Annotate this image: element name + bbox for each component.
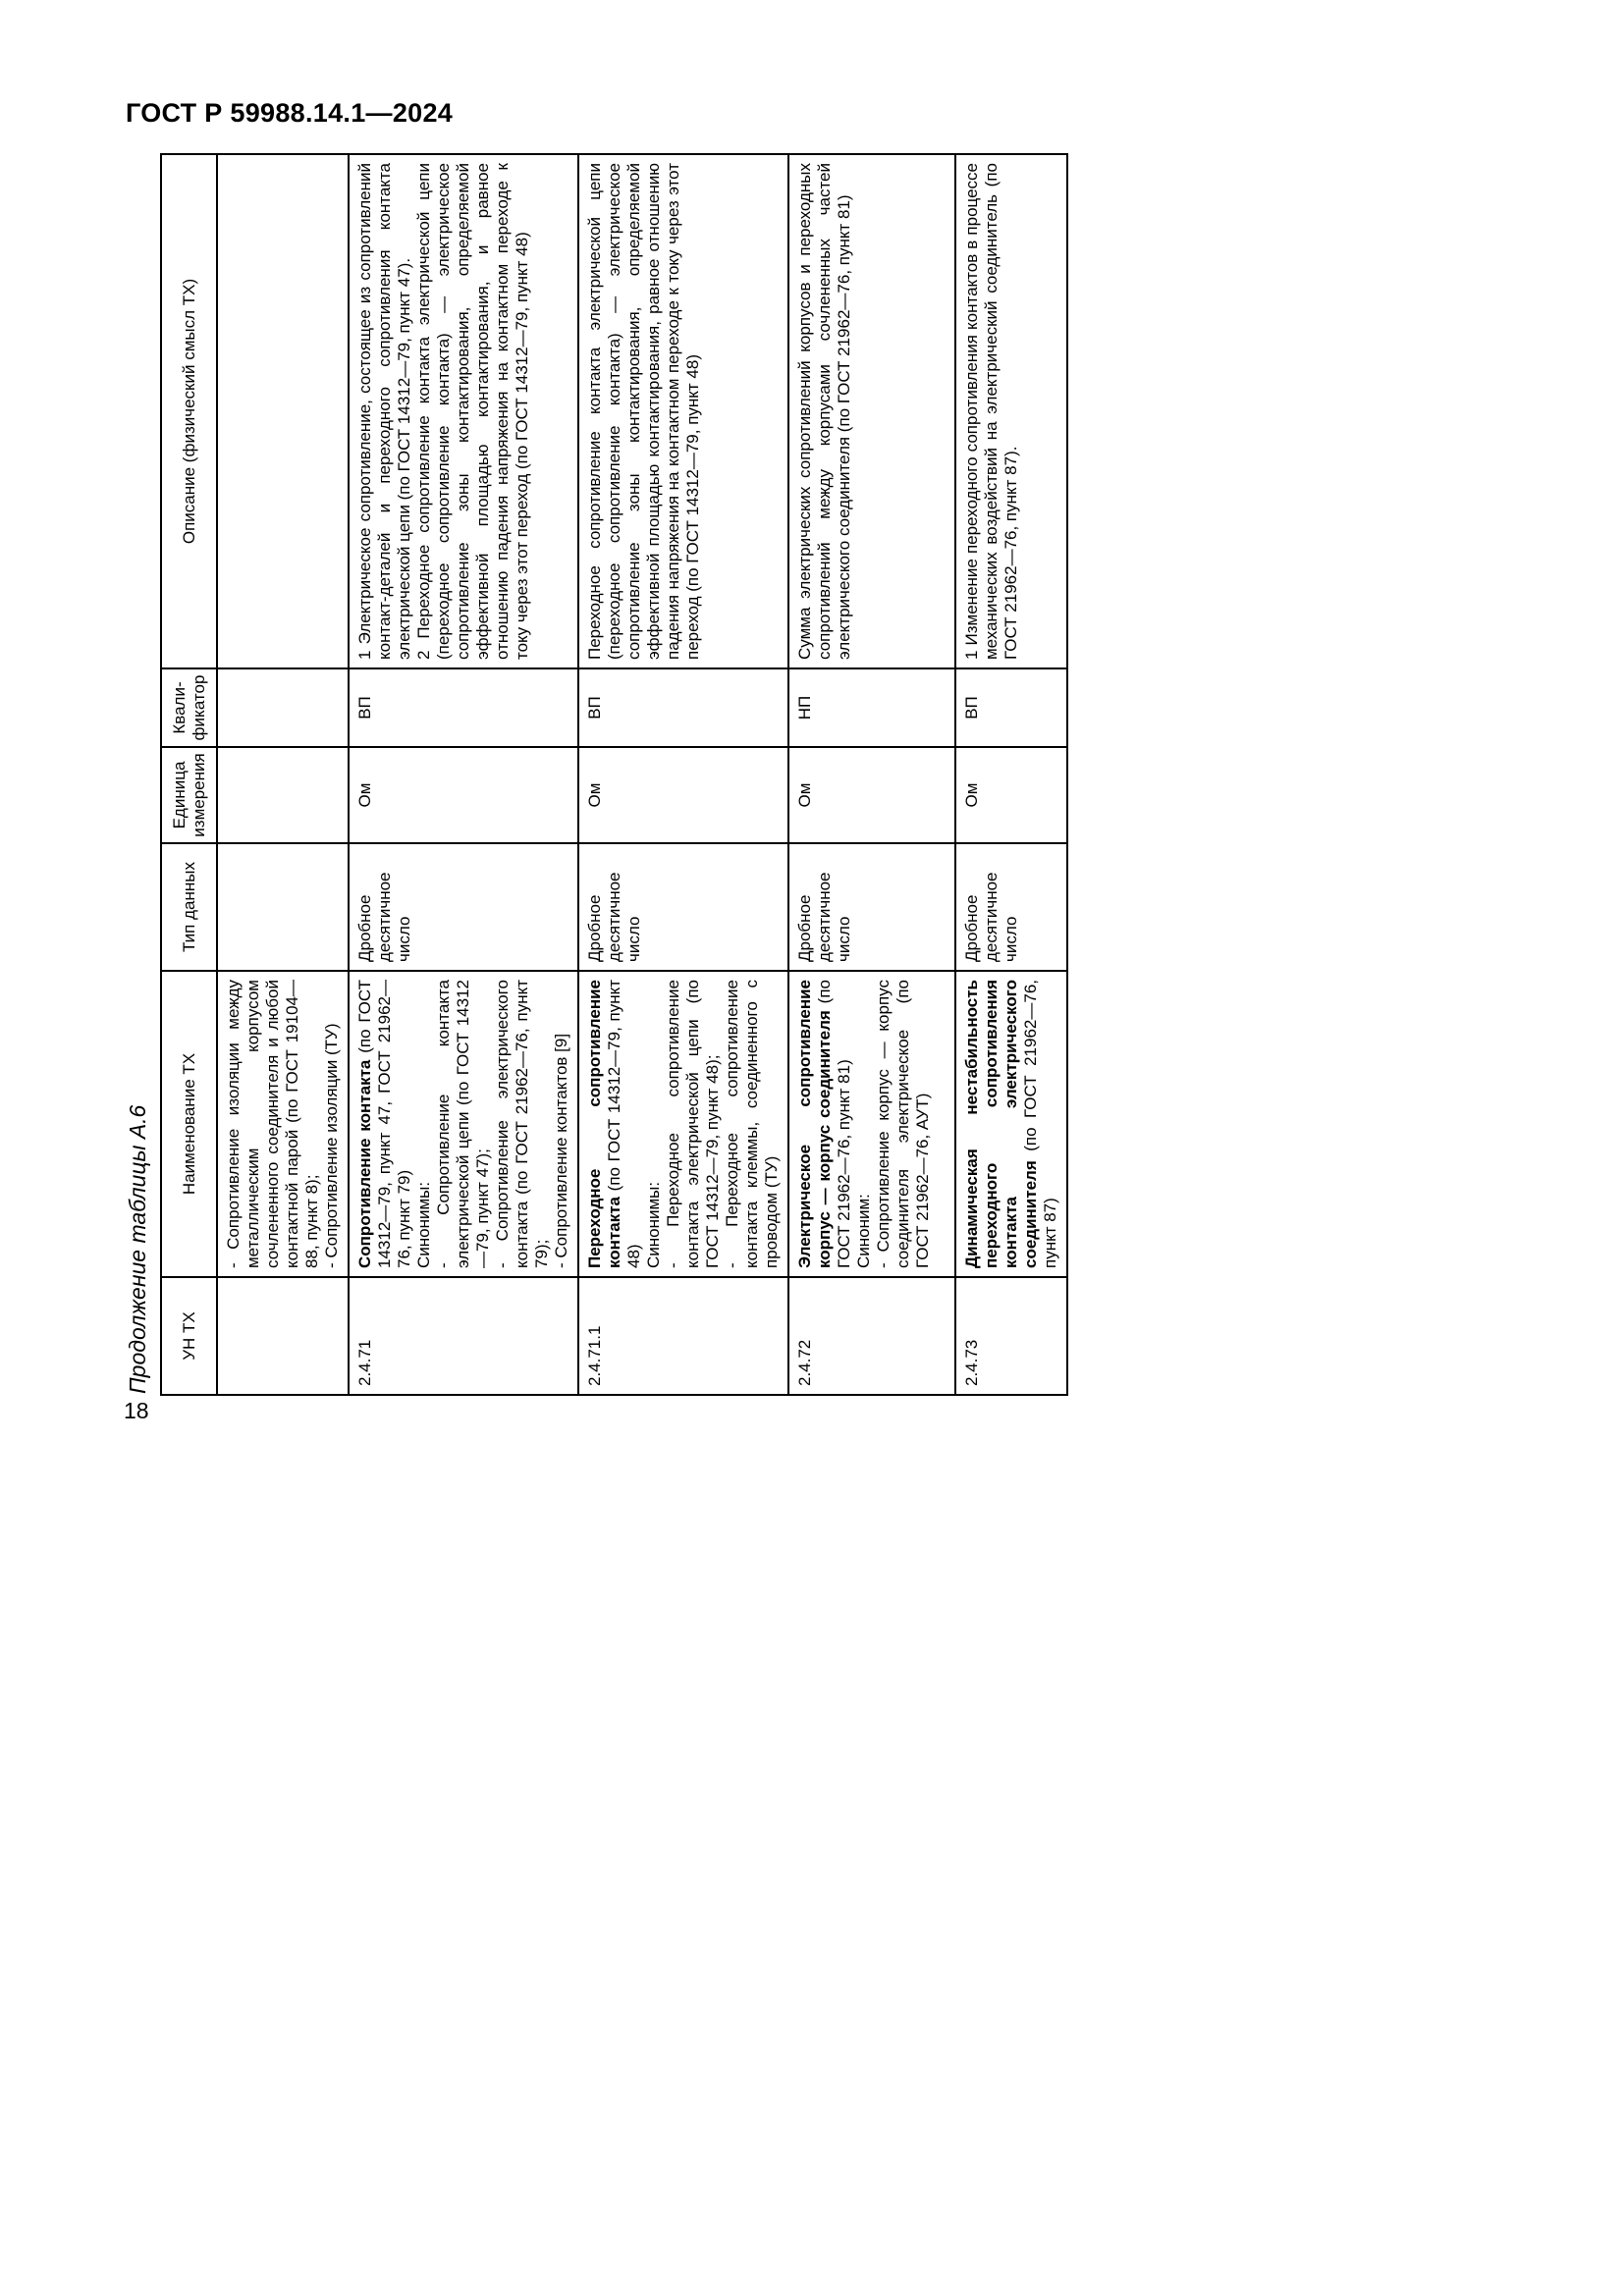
cell-description (788, 154, 955, 668)
table-header-row (161, 154, 217, 1395)
name-paragraph (493, 980, 552, 1268)
column-header-un-th: УН ТХ (161, 1277, 217, 1395)
cell-description (578, 154, 788, 668)
term-text: - Сопротивление корпус — корпус соединителя электрическое (по ГОСТ 21962—76, АУТ) (874, 980, 932, 1268)
running-header: ГОСТ Р 59988.14.1—2024 (126, 98, 454, 128)
name-paragraph (355, 980, 414, 1268)
cell-name (788, 971, 955, 1277)
cell-unit: Ом (578, 747, 788, 843)
name-paragraph (795, 980, 854, 1268)
table-row (955, 154, 1067, 1395)
cell-data-type: Дробное десятичное число (578, 843, 788, 971)
cell-qualifier: НП (788, 668, 955, 747)
name-paragraph (414, 980, 434, 1268)
name-paragraph (962, 980, 1060, 1268)
table-row (217, 154, 349, 1395)
name-paragraph (644, 980, 664, 1268)
cell-description (955, 154, 1067, 668)
cell-description (349, 154, 578, 668)
cell-un-th: 2.4.73 (955, 1277, 1067, 1395)
cell-data-type: Дробное десятичное число (955, 843, 1067, 971)
cell-unit: Ом (955, 747, 1067, 843)
term-text: - Сопротивление изоляции между металлическим корпусом сочлененного соединителя и любой контактной парой (по ГОСТ 19104—88, пункт 8); (224, 980, 321, 1268)
term-text: - Переходное сопротивление контакта клеммы, соединенного с проводом (ТУ) (723, 980, 781, 1268)
cell-unit: Ом (349, 747, 578, 843)
name-paragraph (664, 980, 723, 1268)
name-paragraph (224, 980, 322, 1268)
column-header-data-type: Тип данных (161, 843, 217, 971)
name-paragraph (854, 980, 874, 1268)
table-row (788, 154, 955, 1395)
name-paragraph (874, 980, 933, 1268)
table-a6 (160, 153, 1068, 1396)
cell-name (955, 971, 1067, 1277)
cell-un-th (217, 1277, 349, 1395)
cell-qualifier: ВП (955, 668, 1067, 747)
cell-un-th: 2.4.71 (349, 1277, 578, 1395)
cell-qualifier: ВП (578, 668, 788, 747)
table-body (217, 154, 1067, 1395)
page-number: 18 (124, 1398, 149, 1423)
cell-description (217, 154, 349, 668)
cell-name (578, 971, 788, 1277)
description-paragraph: Переходное сопротивление контакта электрической цепи (переходное сопротивление контакта) — электрическое сопротивление зоны контактирования, определяемой эффективной площадью контактирования, равное отношению падения напряжения на контактном переходе к току через этот переход (по ГОСТ 14312—79, пункт 48) (585, 163, 702, 660)
description-paragraph: 1 Электрическое сопротивление, состоящее из сопротивлений контакт-деталей и переходного сопротивления контакта электрической цепи (по ГОСТ 14312—79, пункт 47). (355, 163, 413, 660)
cell-un-th: 2.4.72 (788, 1277, 955, 1395)
name-paragraph (434, 980, 493, 1268)
table-caption: Продолжение таблицы А.6 (125, 1104, 150, 1394)
term-text: - Переходное сопротивление контакта электрической цепи (по ГОСТ 14312—79, пункт 48); (664, 980, 722, 1268)
column-header-description: Описание (физический смысл ТХ) (161, 154, 217, 668)
term-text: Синоним: (854, 1194, 873, 1268)
cell-unit (217, 747, 349, 843)
column-header-qualifier: Квали-фикатор (161, 668, 217, 747)
term-text: - Сопротивление контактов [9] (552, 1033, 570, 1268)
term-title: Динамическая нестабильность переходного сопротивления контакта электрического соединителя (962, 980, 1040, 1268)
cell-qualifier: ВП (349, 668, 578, 747)
term-text: Синонимы: (414, 1181, 433, 1268)
cell-name (349, 971, 578, 1277)
name-paragraph (322, 980, 342, 1268)
term-text: (по ГОСТ 14312—79, пункт 48) (605, 980, 643, 1268)
description-paragraph: 2 Переходное сопротивление контакта электрической цепи (переходное сопротивление контакта) — электрическое сопротивление зоны контактирования, определяемой эффективной площадью контактирования, и равное отношению падения напряжения на контактном переходе к току через этот переход (по ГОСТ 14312—79, пункт 48) (414, 163, 531, 660)
cell-qualifier (217, 668, 349, 747)
term-text: - Сопротивление контакта электрической цепи (по ГОСТ 14312—79, пункт 47); (434, 980, 492, 1268)
name-paragraph (552, 980, 571, 1268)
term-text: Синонимы: (644, 1181, 663, 1268)
table-row (349, 154, 578, 1395)
term-title: Сопротивление контакта (355, 1059, 374, 1268)
term-text: - Сопротивление изоляции (ТУ) (322, 1023, 341, 1268)
cell-data-type: Дробное десятичное число (349, 843, 578, 971)
description-paragraph: 1 Изменение переходного сопротивления контактов в процессе механических воздействий на электрический соединитель (по ГОСТ 21962—76, пункт 87). (962, 163, 1020, 660)
column-header-unit: Единица измерения (161, 747, 217, 843)
cell-unit: Ом (788, 747, 955, 843)
cell-data-type (217, 843, 349, 971)
term-text: - Сопротивление электрического контакта (по ГОСТ 21962—76, пункт 79); (493, 980, 551, 1268)
landscape-canvas (121, 155, 1068, 1396)
term-title: Электрическое сопротивление корпус — корпус соединителя (795, 980, 834, 1268)
table-row (578, 154, 788, 1395)
term-title: Переходное сопротивление контакта (585, 980, 623, 1268)
term-text: (по ГОСТ 14312—79, пункт 47, ГОСТ 21962—76, пункт 79) (355, 980, 413, 1268)
name-paragraph (585, 980, 644, 1268)
term-text: (по ГОСТ 21962—76, пункт 81) (815, 980, 853, 1268)
cell-name (217, 971, 349, 1277)
cell-un-th: 2.4.71.1 (578, 1277, 788, 1395)
description-paragraph: Сумма электрических сопротивлений корпусов и переходных сопротивлений между корпусами сочлененных частей электрического соединителя (по ГОСТ 21962—76, пункт 81) (795, 163, 853, 660)
name-paragraph (723, 980, 782, 1268)
term-text: (по ГОСТ 21962—76, пункт 87) (1021, 980, 1059, 1268)
cell-data-type: Дробное десятичное число (788, 843, 955, 971)
column-header-name: Наименование ТХ (161, 971, 217, 1277)
